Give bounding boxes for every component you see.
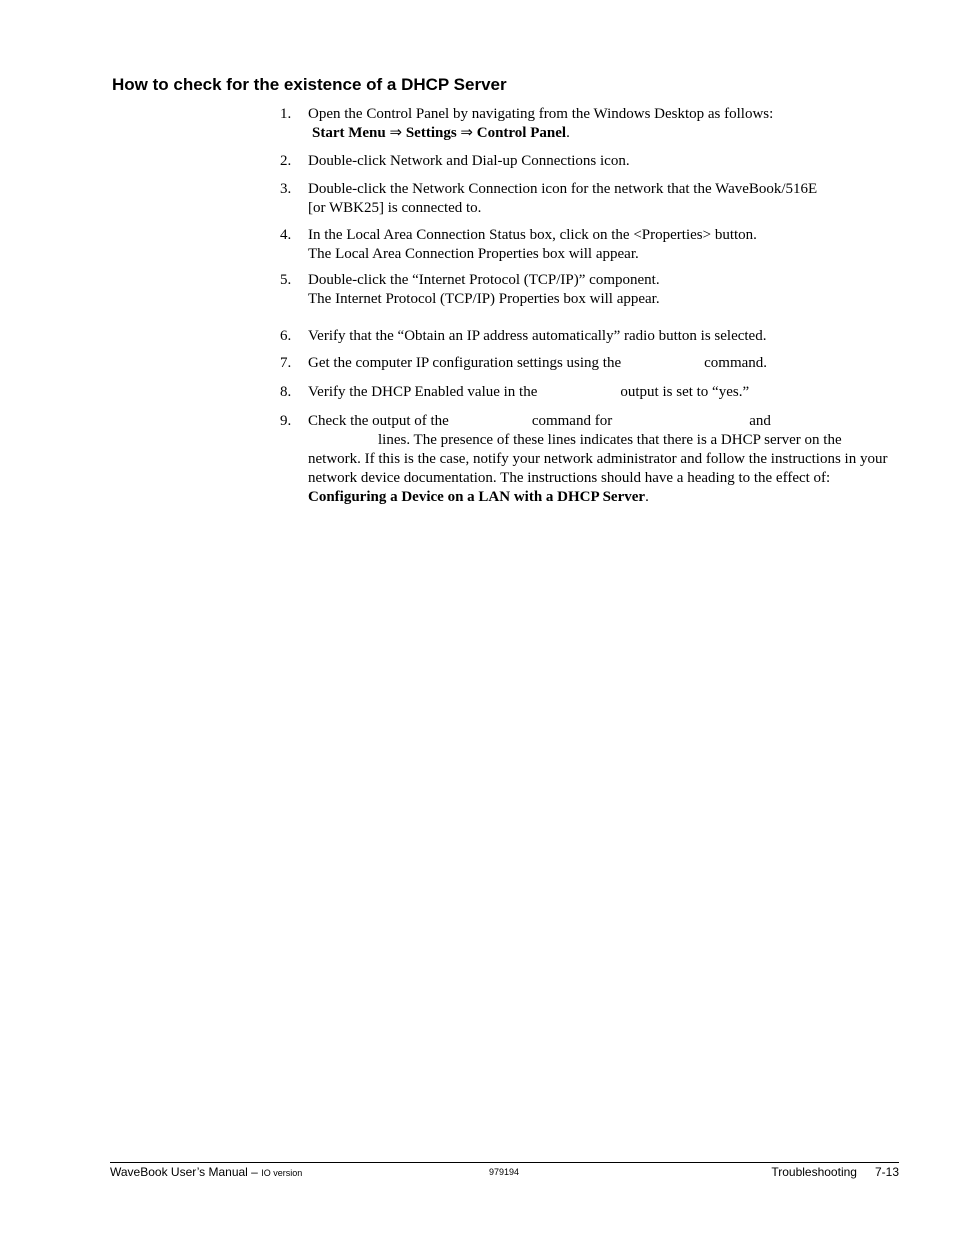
step-text: command for: [531, 413, 613, 429]
arrow-icon: ⇒: [460, 125, 473, 141]
step-text: Get the computer IP configuration settings using the: [308, 355, 622, 371]
page-footer: [110, 1162, 899, 1183]
manual-name: WaveBook User’s Manual –: [110, 1165, 258, 1179]
step-number: 1.: [280, 106, 292, 122]
step-text: Double-click the Network Connection icon for the network that the WaveBook/516E: [308, 181, 818, 197]
step-text: [or WBK25] is connected to.: [308, 200, 482, 216]
step-number: 7.: [280, 355, 292, 371]
step-text: The Local Area Connection Properties box will appear.: [308, 246, 639, 262]
step-text: and: [749, 413, 771, 429]
menu-start-label: Start Menu: [312, 125, 386, 141]
step-number: 2.: [280, 153, 292, 169]
arrow-icon: ⇒: [389, 125, 403, 141]
step-text: Double-click Network and Dial-up Connections icon.: [308, 153, 630, 169]
step-text: command.: [704, 355, 768, 371]
step-number: 8.: [280, 384, 292, 400]
footer-manual-title: [110, 1165, 302, 1179]
footer-right: [771, 1165, 899, 1179]
menu-settings-label: Settings: [405, 125, 457, 141]
step-text: lines. The presence of these lines indicates that there is a DHCP server on the network. If this is the case, notify your network administrator and follow the instructions in your network device documentation. The instructions should have a heading to the effect of:: [308, 432, 888, 486]
instructions-heading-ref: Configuring a Device on a LAN with a DHCP Server: [308, 489, 646, 505]
step-text: The Internet Protocol (TCP/IP) Properties box will appear.: [308, 291, 660, 307]
document-number: 979194: [489, 1167, 520, 1177]
menu-control-panel-label: Control Panel: [476, 125, 567, 141]
step-number: 3.: [280, 181, 292, 197]
step-text: Open the Control Panel by navigating from the Windows Desktop as follows:: [308, 106, 774, 122]
page-number: 7-13: [874, 1165, 899, 1179]
version-label: IO version: [261, 1168, 303, 1178]
step-number: 6.: [280, 328, 292, 344]
step-text: Verify that the “Obtain an IP address automatically” radio button is selected.: [308, 328, 767, 344]
period: .: [645, 489, 649, 505]
period: .: [566, 125, 570, 141]
section-name: Troubleshooting: [771, 1165, 857, 1179]
step-number: 5.: [280, 272, 292, 288]
step-text: In the Local Area Connection Status box, click on the <Properties> button.: [308, 227, 757, 243]
step-number: 9.: [280, 413, 292, 429]
step-number: 4.: [280, 227, 292, 243]
step-text: Verify the DHCP Enabled value in the: [308, 384, 538, 400]
section-heading: How to check for the existence of a DHCP Server: [112, 75, 507, 94]
step-text: Check the output of the: [308, 413, 449, 429]
step-text: Double-click the “Internet Protocol (TCP/IP)” component.: [308, 272, 660, 288]
menu-path: [308, 124, 898, 143]
step-text: output is set to “yes.”: [620, 384, 750, 400]
